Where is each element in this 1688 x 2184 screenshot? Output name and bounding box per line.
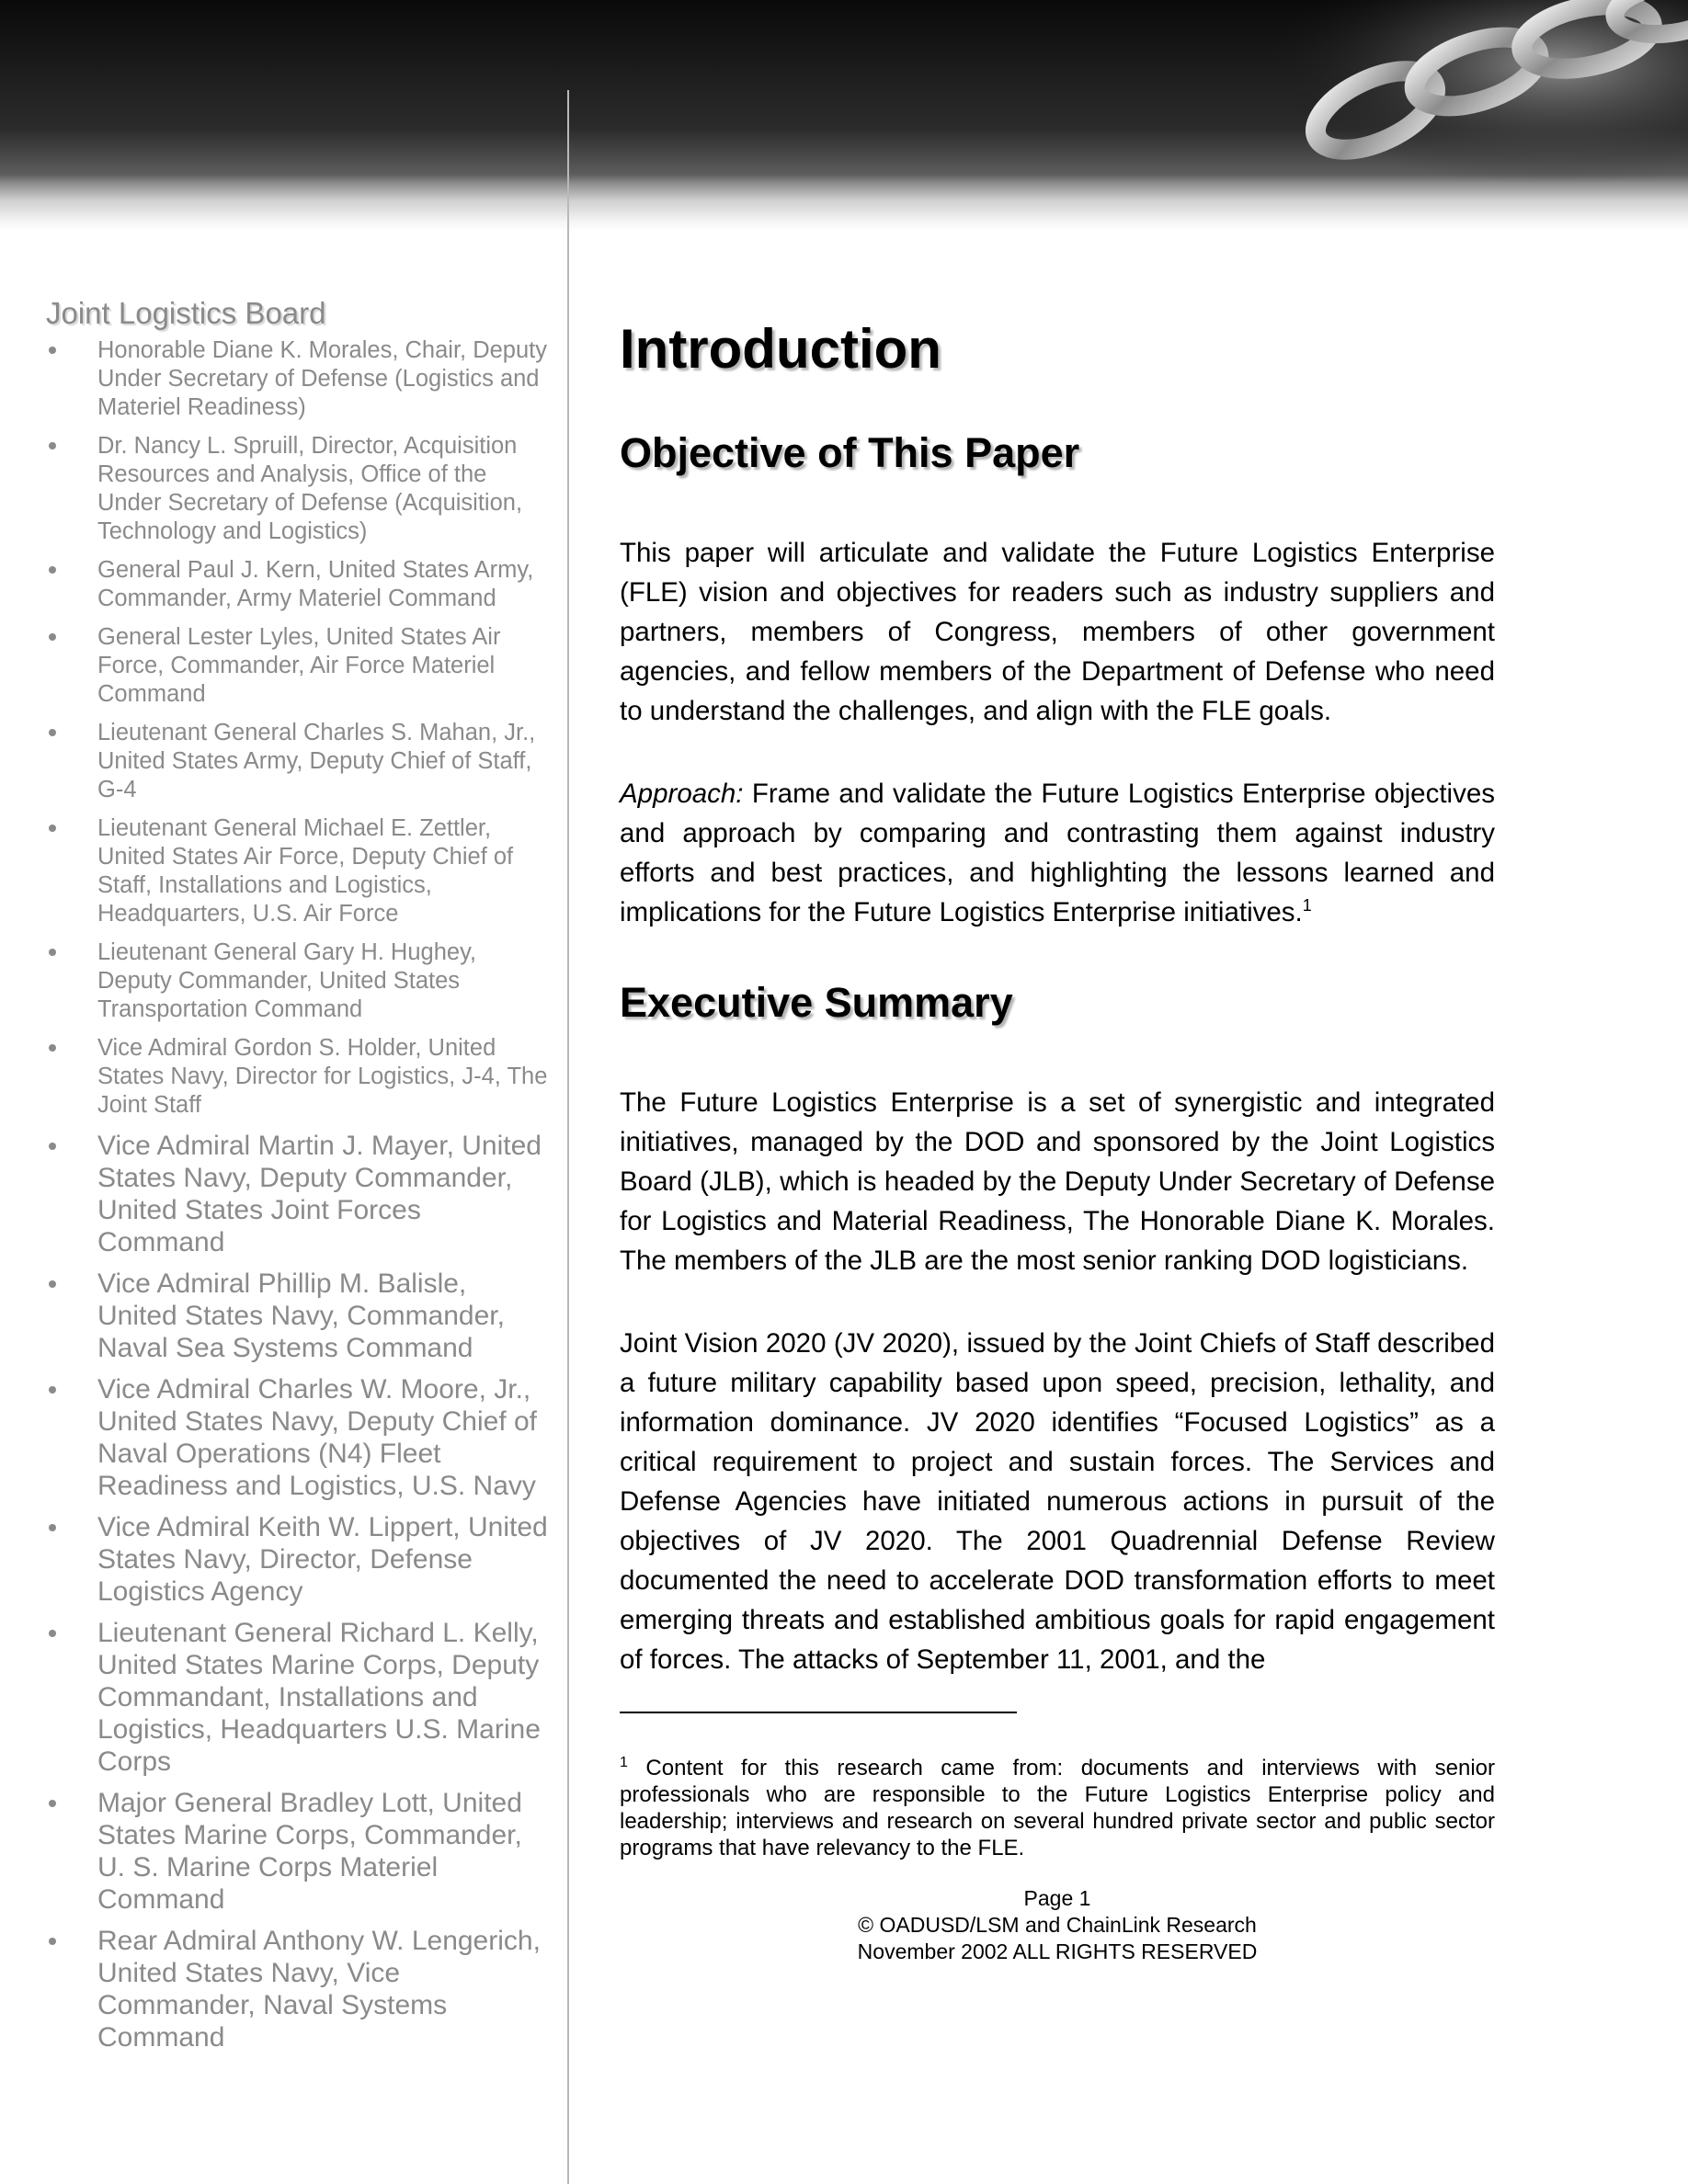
header-banner bbox=[0, 0, 1688, 232]
footnote-text: Content for this research came from: documents and interviews with senior professionals who are responsible to the Future Logistics Enterprise policy and leadership; interviews and research on several hundred private sector and public sector programs that have relevancy to the FLE. bbox=[620, 1756, 1495, 1860]
board-member-item bbox=[46, 432, 552, 546]
board-member-item bbox=[46, 1617, 552, 1778]
board-member-text: Vice Admiral Charles W. Moore, Jr., United States Navy, Deputy Chief of Naval Operations (N4) Fleet Readiness and Logistics, U.S. Navy bbox=[97, 1374, 538, 1501]
board-member-text: Vice Admiral Keith W. Lippert, United States Navy, Director, Defense Logistics Agency bbox=[97, 1512, 548, 1607]
bullet-icon bbox=[49, 729, 56, 736]
board-member-text: Lieutenant General Michael E. Zettler, United States Air Force, Deputy Chief of Staff, Installations and Logistics, Headquarters, U.S. Air Force bbox=[97, 815, 514, 927]
board-member-item bbox=[46, 336, 552, 422]
bullet-icon bbox=[49, 825, 56, 832]
approach-paragraph bbox=[620, 774, 1495, 932]
bullet-icon bbox=[49, 1630, 56, 1637]
board-member-text: General Lester Lyles, United States Air Force, Commander, Air Force Materiel Command bbox=[97, 624, 501, 707]
bullet-icon bbox=[49, 949, 56, 956]
board-member-item bbox=[46, 1034, 552, 1120]
board-member-list bbox=[46, 336, 552, 2053]
board-member-text: Dr. Nancy L. Spruill, Director, Acquisition Resources and Analysis, Office of the Under Secretary of Defense (Acquisition, Technology and Logistics) bbox=[97, 433, 523, 544]
bullet-icon bbox=[49, 442, 56, 449]
bullet-icon bbox=[49, 1386, 56, 1393]
executive-summary-paragraph-2: Joint Vision 2020 (JV 2020), issued by the Joint Chiefs of Staff described a future military capability based upon speed, precision, lethality, and information dominance. JV 2020 identifies “Focused Logistics” as a critical requirement to project and sustain forces. The Services and Defense Agencies have initiated numerous actions in pursuit of the objectives of JV 2020. The 2001 Quadrennial Defense Review documented the need to accelerate DOD transformation efforts to meet emerging threats and established ambitious goals for rapid engagement of forces. The attacks of September 11, 2001, and the bbox=[620, 1328, 1495, 1675]
board-member-text: Major General Bradley Lott, United States Marine Corps, Commander, U. S. Marine Corps Materiel Command bbox=[97, 1788, 522, 1915]
board-member-item bbox=[46, 938, 552, 1024]
board-member-item bbox=[46, 623, 552, 709]
page-number: Page 1 bbox=[1023, 1886, 1091, 1910]
bullet-icon bbox=[49, 347, 56, 354]
main-content bbox=[620, 303, 1495, 1965]
board-member-text: Lieutenant General Gary H. Hughey, Deputy Commander, United States Transportation Command bbox=[97, 939, 477, 1022]
board-member-text: Rear Admiral Anthony W. Lengerich, United States Navy, Vice Commander, Naval Systems Command bbox=[97, 1926, 541, 2053]
bullet-icon bbox=[49, 1800, 56, 1807]
bullet-icon bbox=[49, 1524, 56, 1531]
page-footer bbox=[620, 1885, 1495, 1965]
board-member-item bbox=[46, 1373, 552, 1502]
column-divider bbox=[567, 90, 569, 2184]
objective-paragraph: This paper will articulate and validate the Future Logistics Enterprise (FLE) vision and objectives for readers such as industry suppliers and partners, members of Congress, members of other government agencies, and fellow members of the Department of Defense who need to understand the challenges, and align with the FLE goals. bbox=[620, 538, 1495, 726]
bullet-icon bbox=[49, 1044, 56, 1052]
page-title: Introduction bbox=[620, 318, 941, 380]
board-member-item bbox=[46, 556, 552, 613]
bullet-icon bbox=[49, 566, 56, 574]
executive-summary-paragraph-1: The Future Logistics Enterprise is a set of synergistic and integrated initiatives, managed by the DOD and sponsored by the Joint Logistics Board (JLB), which is headed by the Deputy Under Secretary of Defense for Logistics and Material Readiness, The Honorable Diane K. Morales. The members of the JLB are the most senior ranking DOD logisticians. bbox=[620, 1087, 1495, 1276]
approach-text: Frame and validate the Future Logistics Enterprise objectives and approach by comparing and contrasting them against industry efforts and best practices, and highlighting the lessons learned and implications for the Future Logistics Enterprise initiatives. bbox=[620, 779, 1495, 927]
chain-links-image bbox=[1247, 0, 1688, 184]
bullet-icon bbox=[49, 1938, 56, 1945]
footnote-reference[interactable]: 1 bbox=[1302, 896, 1312, 916]
approach-label: Approach: bbox=[620, 779, 744, 809]
board-member-item bbox=[46, 1925, 552, 2053]
board-member-text: Lieutenant General Richard L. Kelly, United States Marine Corps, Deputy Commandant, Installations and Logistics, Headquarters U.S. Marine Corps bbox=[97, 1618, 541, 1777]
board-member-text: Vice Admiral Phillip M. Balisle, United States Navy, Commander, Naval Sea Systems Command bbox=[97, 1268, 505, 1363]
bullet-icon bbox=[49, 1143, 56, 1150]
bullet-icon bbox=[49, 1280, 56, 1288]
board-member-item bbox=[46, 814, 552, 928]
copyright-notice: © OADUSD/LSM and ChainLink Research bbox=[858, 1913, 1257, 1937]
board-member-text: Honorable Diane K. Morales, Chair, Deputy Under Secretary of Defense (Logistics and Materiel Readiness) bbox=[97, 337, 547, 420]
footnote bbox=[620, 1755, 1495, 1861]
board-member-item bbox=[46, 1511, 552, 1608]
date-rights: November 2002 ALL RIGHTS RESERVED bbox=[857, 1939, 1258, 1963]
board-member-item bbox=[46, 719, 552, 804]
objective-heading: Objective of This Paper bbox=[620, 429, 1080, 476]
executive-summary-heading: Executive Summary bbox=[620, 979, 1013, 1026]
board-member-item bbox=[46, 1787, 552, 1916]
board-member-item bbox=[46, 1268, 552, 1364]
footnote-number: 1 bbox=[620, 1755, 628, 1770]
board-member-text: Lieutenant General Charles S. Mahan, Jr., United States Army, Deputy Chief of Staff, G-4 bbox=[97, 720, 536, 802]
board-member-text: Vice Admiral Martin J. Mayer, United States Navy, Deputy Commander, United States Joint Forces Command bbox=[97, 1131, 542, 1257]
bullet-icon bbox=[49, 633, 56, 641]
board-member-item bbox=[46, 1130, 552, 1258]
sidebar-title: Joint Logistics Board bbox=[46, 296, 326, 330]
footnote-separator bbox=[620, 1712, 1017, 1713]
sidebar-joint-logistics-board bbox=[46, 296, 552, 2063]
board-member-text: General Paul J. Kern, United States Army, Commander, Army Materiel Command bbox=[97, 557, 534, 611]
board-member-text: Vice Admiral Gordon S. Holder, United States Navy, Director for Logistics, J-4, The Joint Staff bbox=[97, 1035, 548, 1118]
